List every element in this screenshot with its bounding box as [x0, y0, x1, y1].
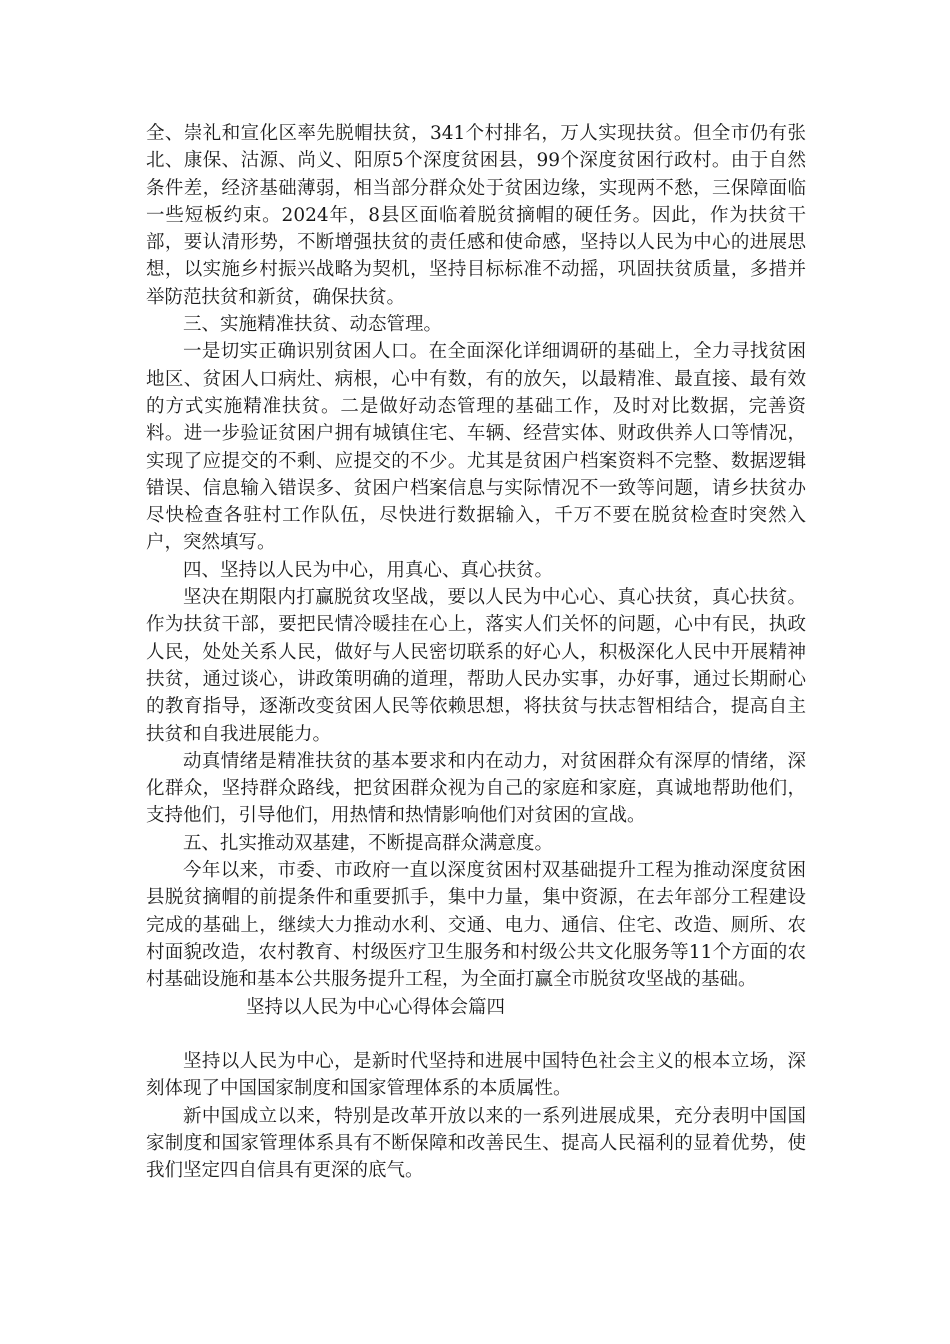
paragraph: 全、崇礼和宣化区率先脱帽扶贫，341个村排名，万人实现扶贫。但全市仍有张北、康保、沽源、尚义、阳原5个深度贫困县，99个深度贫困行政村。由于自然条件差，经济基础薄弱，相当部分群众处于贫困边缘，实现两不愁，三保障面临一些短板约束。2024年，8县区面临着脱贫摘帽的硬任务。因此，作为扶贫干部，要认清形势，不断增强扶贫的责任感和使命感，坚持以人民为中心的进展思想，以实施乡村振兴战略为契机，坚持目标标准不动摇，巩固扶贫质量，多措并举防范扶贫和新贫，确保扶贫。	[146, 123, 806, 308]
paragraph: 一是切实正确识别贫困人口。在全面深化详细调研的基础上，全力寻找贫困地区、贫困人口病灶、病根，心中有数，有的放矢，以最精准、最直接、最有效的方式实施精准扶贫。二是做好动态管理的基础工作，及时对比数据，完善资料。进一步验证贫困户拥有城镇住宅、车辆、经营实体、财政供养人口等情况，实现了应提交的不剩、应提交的不少。尤其是贫困户档案资料不完整、数据逻辑错误、信息输入错误多、贫困户档案信息与实际情况不一致等问题，请乡扶贫办尽快检查各驻村工作队伍，尽快进行数据输入，千万不要在脱贫检查时突然入户，突然填写。	[146, 341, 806, 554]
section-heading: 五、扎实推动双基建，不断提高群众满意度。	[183, 832, 554, 854]
paragraph: 新中国成立以来，特别是改革开放以来的一系列进展成果，充分表明中国国家制度和国家管理体系具有不断保障和改善民生、提高人民福利的显着优势，使我们坚定四自信具有更深的底气。	[146, 1105, 806, 1182]
paragraph: 坚持以人民为中心，是新时代坚持和进展中国特色社会主义的根本立场，深刻体现了中国国家制度和国家管理体系的本质属性。	[146, 1051, 806, 1100]
section-heading: 三、实施精准扶贫、动态管理。	[183, 314, 443, 336]
paragraph: 动真情绪是精准扶贫的基本要求和内在动力，对贫困群众有深厚的情绪，深化群众，坚持群众路线，把贫困群众视为自己的家庭和家庭，真诚地帮助他们，支持他们，引导他们，用热情和热情影响他们对贫困的宣战。	[146, 750, 806, 827]
paragraph: 今年以来，市委、市政府一直以深度贫困村双基础提升工程为推动深度贫困县脱贫摘帽的前提条件和重要抓手，集中力量，集中资源，在去年部分工程建设完成的基础上，继续大力推动水利、交通、电力、通信、住宅、改造、厕所、农村面貌改造，农村教育、村级医疗卫生服务和村级公共文化服务等11个方面的农村基础设施和基本公共服务提升工程，为全面打赢全市脱贫攻坚战的基础。	[146, 860, 806, 991]
blank-line	[146, 1021, 806, 1048]
document-page	[146, 120, 806, 1185]
section-heading: 四、坚持以人民为中心，用真心、真心扶贫。	[183, 559, 554, 581]
article-title: 坚持以人民为中心心得体会篇四	[246, 996, 506, 1018]
paragraph: 坚决在期限内打赢脱贫攻坚战，要以人民为中心心、真心扶贫，真心扶贫。作为扶贫干部，要把民情冷暖挂在心上，落实人们关怀的问题，心中有民，执政人民，处处关系人民，做好与人民密切联系的好心人，积极深化人民中开展精神扶贫，通过谈心，讲政策明确的道理，帮助人民办实事，办好事，通过长期耐心的教育指导，逐渐改变贫困人民等依赖思想，将扶贫与扶志智相结合，提高自主扶贫和自我进展能力。	[146, 587, 806, 745]
